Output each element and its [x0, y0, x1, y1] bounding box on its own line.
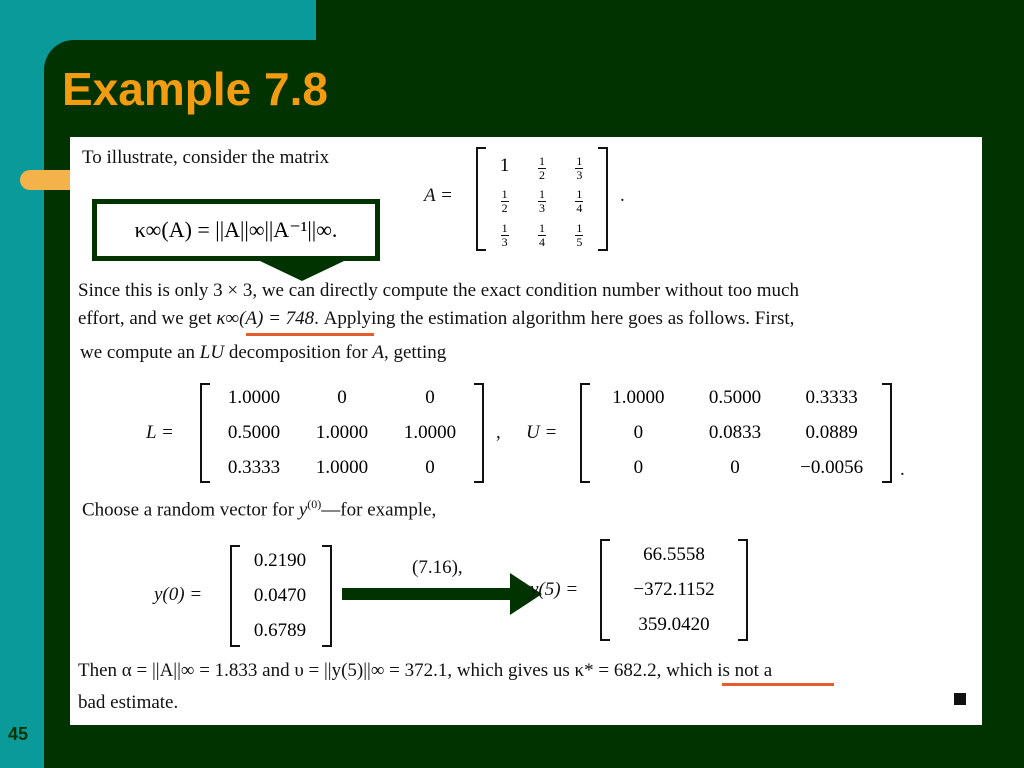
matrix-l-cell: 1.0000 [227, 387, 281, 409]
matrix-l-cell: 0 [337, 387, 347, 409]
vector-y0-cell: 0.0470 [253, 584, 307, 606]
panel-top-strip [316, 0, 1024, 40]
matrix-l-cell: 0.3333 [227, 456, 281, 478]
matrix-a-cell: $\frac{1}{4}$ [538, 220, 545, 249]
arrow-shaft [342, 588, 512, 600]
matrix-a-right-bracket [598, 147, 608, 251]
matrix-l-left-bracket [200, 383, 210, 483]
end-of-proof-icon [954, 693, 966, 705]
callout-box [92, 199, 380, 261]
matrix-a-cell: $\frac{1}{2}$ [538, 154, 545, 183]
vector-y5 [610, 537, 738, 643]
paragraph-line-3: we compute an LU decomposition for A, getting [80, 342, 447, 363]
matrix-u-left-bracket [580, 383, 590, 483]
matrix-l [210, 381, 474, 485]
matrix-a-cell: $\frac{1}{5}$ [576, 220, 583, 249]
vector-y0 [238, 543, 322, 649]
vector-y5-cell: 66.5558 [643, 543, 705, 565]
paragraph-line-1: Since this is only 3 × 3, we can directly compute the exact condition number without too much [78, 280, 799, 301]
slide-title: Example 7.8 [62, 63, 328, 115]
estimate-underline [722, 683, 834, 686]
vector-y5-cell: 359.0420 [638, 614, 710, 636]
matrix-u-cell: 0 [633, 456, 644, 478]
matrix-l-comma: , [496, 422, 501, 443]
matrix-l-cell: 1.0000 [315, 456, 369, 478]
matrix-u-cell: 0 [730, 456, 740, 478]
vector-y5-cell: −372.1152 [633, 578, 715, 600]
matrix-u-label: U = [526, 422, 558, 443]
intro-text: To illustrate, consider the matrix [82, 147, 330, 168]
matrix-l-right-bracket [474, 383, 484, 483]
conclusion-line-2: bad estimate. [78, 692, 179, 713]
callout-pointer [260, 261, 344, 281]
matrix-a-cell: 1 [499, 154, 510, 176]
matrix-a-left-bracket [476, 147, 486, 251]
matrix-u-cell: 0.3333 [805, 387, 858, 409]
matrix-a-label: A = [424, 185, 453, 206]
conclusion-line-1: Then α = ||A||∞ = 1.833 and υ = ||y(5)||∞ = 372.1, which gives us κ* = 682.2, which is not a [78, 660, 773, 681]
matrix-l-cell: 1.0000 [315, 421, 369, 443]
paragraph-line-2: effort, and we get κ∞(A) = 748. Applying the estimation algorithm here goes as follows. First, [78, 308, 795, 329]
exact-value-underline [246, 333, 374, 336]
matrix-u-cell: 0.0833 [708, 421, 762, 443]
matrix-a-cell: $\frac{1}{3}$ [576, 154, 583, 183]
matrix-a-period: . [620, 185, 625, 206]
vector-y5-left-bracket [600, 539, 610, 641]
matrix-a [486, 149, 598, 249]
exact-condition-number: κ∞(A) = 748 [216, 308, 315, 329]
matrix-a-cell: $\frac{1}{3}$ [501, 220, 508, 249]
estimate-value: κ* = 682.2, [574, 660, 662, 681]
matrix-u-cell: 0.0889 [805, 421, 858, 443]
matrix-a-cell: $\frac{1}{4}$ [576, 187, 583, 216]
vector-y0-label: y(0) = [154, 584, 203, 605]
matrix-l-cell: 1.0000 [403, 421, 457, 443]
matrix-u-cell: −0.0056 [800, 456, 864, 478]
equation-reference: (7.16), [412, 557, 463, 578]
vector-y5-right-bracket [738, 539, 748, 641]
vector-y0-right-bracket [322, 545, 332, 647]
page-number: 45 [8, 724, 29, 744]
choose-vector-text: Choose a random vector for $y^{(0)}—for$ example, [82, 497, 437, 521]
matrix-u-cell: 0.5000 [708, 387, 762, 409]
matrix-l-cell: 0.5000 [227, 421, 281, 443]
document-excerpt [70, 137, 982, 725]
matrix-l-label: L = [146, 422, 174, 443]
matrix-l-cell: 0 [425, 387, 435, 409]
vector-y5-label: y(5) = [530, 579, 579, 600]
matrix-u-period: . [900, 459, 905, 480]
matrix-u-cell: 0 [633, 421, 644, 443]
matrix-u [590, 381, 880, 485]
matrix-u-right-bracket [882, 383, 892, 483]
matrix-l-cell: 0 [425, 456, 435, 478]
vector-y0-cell: 0.2190 [253, 549, 307, 571]
callout-formula: κ∞(A) = ||A||∞||A⁻¹||∞. [97, 204, 375, 256]
matrix-u-cell: 1.0000 [612, 387, 665, 409]
vector-y0-cell: 0.6789 [253, 620, 307, 642]
matrix-a-cell: $\frac{1}{3}$ [538, 187, 545, 216]
matrix-a-cell: $\frac{1}{2}$ [501, 187, 508, 216]
